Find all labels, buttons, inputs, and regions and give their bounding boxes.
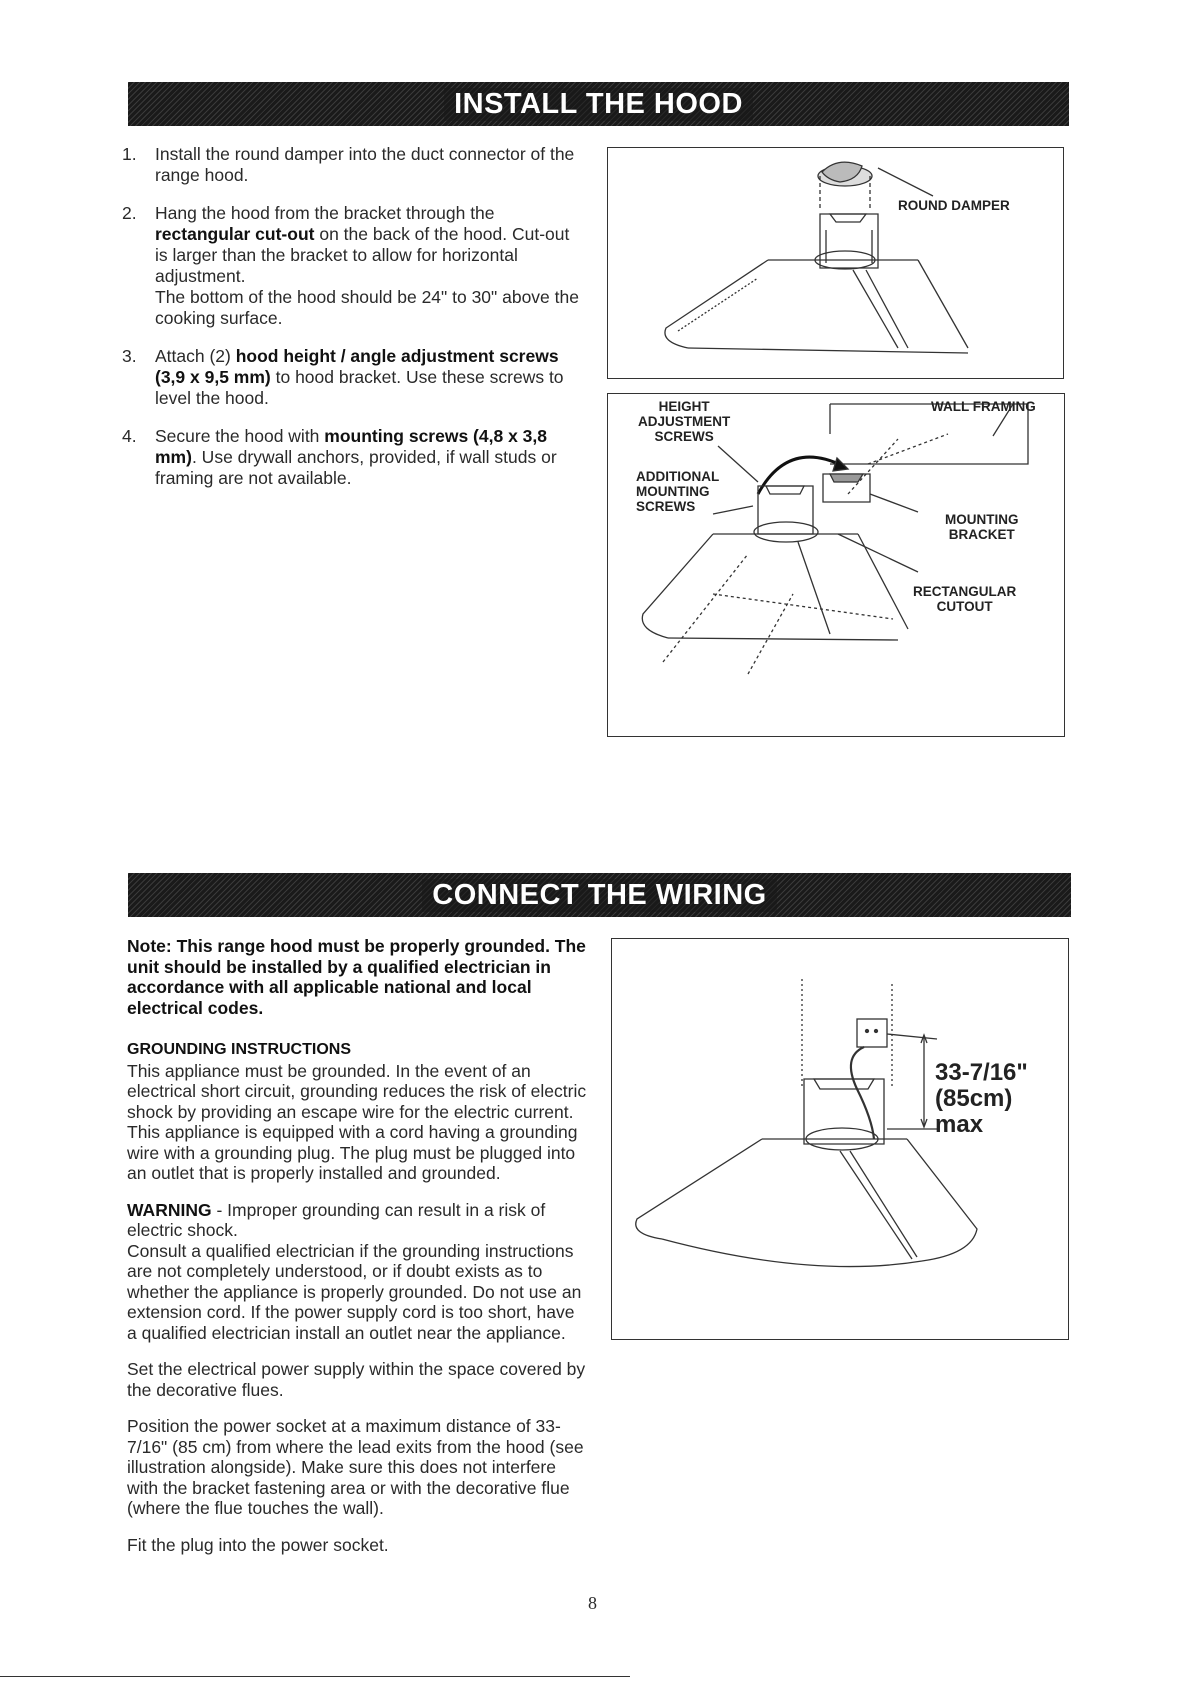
distance-inches: 33-7/16" — [935, 1059, 1028, 1086]
consult-text: Consult a qualified electrician if the grounding instructions are not completely understood, or if doubt exists as to whether the appliance is properly grounded. Do not use an extension cord. If the power supply cord is too short, have a qualified electrician install an outlet near the appliance. — [127, 1240, 582, 1343]
warning-label: WARNING — [127, 1199, 212, 1220]
step-bold-text: mounting screws (4,8 x 3,8 mm) — [155, 426, 547, 467]
round-damper-label: ROUND DAMPER — [898, 198, 1010, 213]
label-line: MOUNTING — [636, 484, 710, 499]
footer-divider — [0, 1676, 630, 1677]
step-number: 2. — [122, 203, 137, 223]
grounding-note: Note: This range hood must be properly grounded. The unit should be installed by a qualified electrician in accordance with all applicable national and local electrical codes. — [127, 936, 586, 1018]
plug-paragraph: Fit the plug into the power socket. — [127, 1534, 389, 1555]
max-distance-label — [935, 1060, 1028, 1138]
grounding-text: This appliance must be grounded. In the event of an electrical short circuit, grounding reduces the risk of electric shock by providing an escape wire for the electric current. This appliance is equipped with a cord having a grounding wire with a grounding plug. The plug must be plugged into an outlet that is properly installed and grounded. — [127, 1060, 587, 1183]
install-step-3 — [122, 346, 582, 409]
step-text-part: . Use drywall anchors, provided, if wall studs or framing are not available. — [155, 447, 557, 488]
step-text — [155, 203, 582, 329]
install-hood-title: INSTALL THE HOOD — [444, 88, 753, 121]
label-line: SCREWS — [636, 499, 696, 514]
grounding-section — [127, 1040, 587, 1184]
step-extra-text: The bottom of the hood should be 24" to 30" above the cooking surface. — [155, 287, 579, 328]
install-hood-banner — [128, 82, 1069, 126]
step-text-part: Secure the hood with — [155, 426, 325, 446]
warning-paragraph — [127, 1200, 587, 1344]
label-line: RECTANGULAR — [913, 584, 1017, 599]
label-line: HEIGHT — [658, 399, 710, 414]
step-text — [155, 426, 582, 489]
round-damper-illustration — [608, 148, 1063, 378]
height-adjustment-screws-label — [638, 399, 730, 444]
step-number: 1. — [122, 144, 137, 164]
wiring-figure — [611, 938, 1069, 1340]
warning-text: - Improper grounding can result in a risk of electric shock. — [127, 1199, 546, 1240]
label-line: MOUNTING — [945, 512, 1019, 527]
install-steps-list — [122, 144, 582, 506]
connect-wiring-banner — [128, 873, 1071, 917]
install-step-2 — [122, 203, 582, 329]
label-line: CUTOUT — [936, 599, 993, 614]
mounting-illustration — [608, 394, 1064, 736]
page-number: 8 — [588, 1593, 597, 1613]
label-line: ADJUSTMENT — [638, 414, 731, 429]
distance-cm: (85cm) — [935, 1085, 1013, 1112]
step-number: 4. — [122, 426, 137, 446]
label-line: BRACKET — [948, 527, 1015, 542]
step-text-part: Attach (2) — [155, 346, 236, 366]
additional-mounting-screws-label — [636, 469, 719, 514]
wiring-illustration — [612, 939, 1068, 1339]
grounding-heading: GROUNDING INSTRUCTIONS — [127, 1041, 351, 1058]
step-text-part: Hang the hood from the bracket through the — [155, 203, 495, 223]
step-text — [155, 346, 582, 409]
socket-paragraph: Position the power socket at a maximum distance of 33-7/16" (85 cm) from where the lead exits from the hood (see illustration alongside). Make sure this does not interfere with the bracket fastening area or with the decorative flue (where the flue touches the wall). — [127, 1416, 584, 1518]
mounting-bracket-label — [945, 512, 1019, 542]
wiring-instructions — [127, 936, 587, 1571]
label-line: SCREWS — [654, 429, 714, 444]
install-step-1 — [122, 144, 582, 186]
label-line: ADDITIONAL — [636, 469, 720, 484]
rectangular-cutout-label — [913, 584, 1016, 614]
supply-paragraph: Set the electrical power supply within the space covered by the decorative flues. — [127, 1359, 586, 1400]
wall-framing-label: WALL FRAMING — [931, 399, 1036, 414]
step-text-part: to hood bracket. Use these screws to level the hood. — [155, 367, 564, 408]
step-bold-text: rectangular cut-out — [155, 224, 315, 244]
step-bold-text: hood height / angle adjustment screws (3,9 x 9,5 mm) — [155, 346, 559, 387]
distance-max: max — [935, 1111, 984, 1138]
step-text: Install the round damper into the duct connector of the range hood. — [155, 144, 575, 185]
mounting-figure — [607, 393, 1065, 737]
step-text-part: on the back of the hood. Cut-out is larger than the bracket to allow for horizontal adjustment. — [155, 224, 570, 286]
install-step-4 — [122, 426, 582, 489]
step-number: 3. — [122, 346, 137, 366]
connect-wiring-title: CONNECT THE WIRING — [422, 879, 776, 912]
round-damper-figure — [607, 147, 1064, 379]
